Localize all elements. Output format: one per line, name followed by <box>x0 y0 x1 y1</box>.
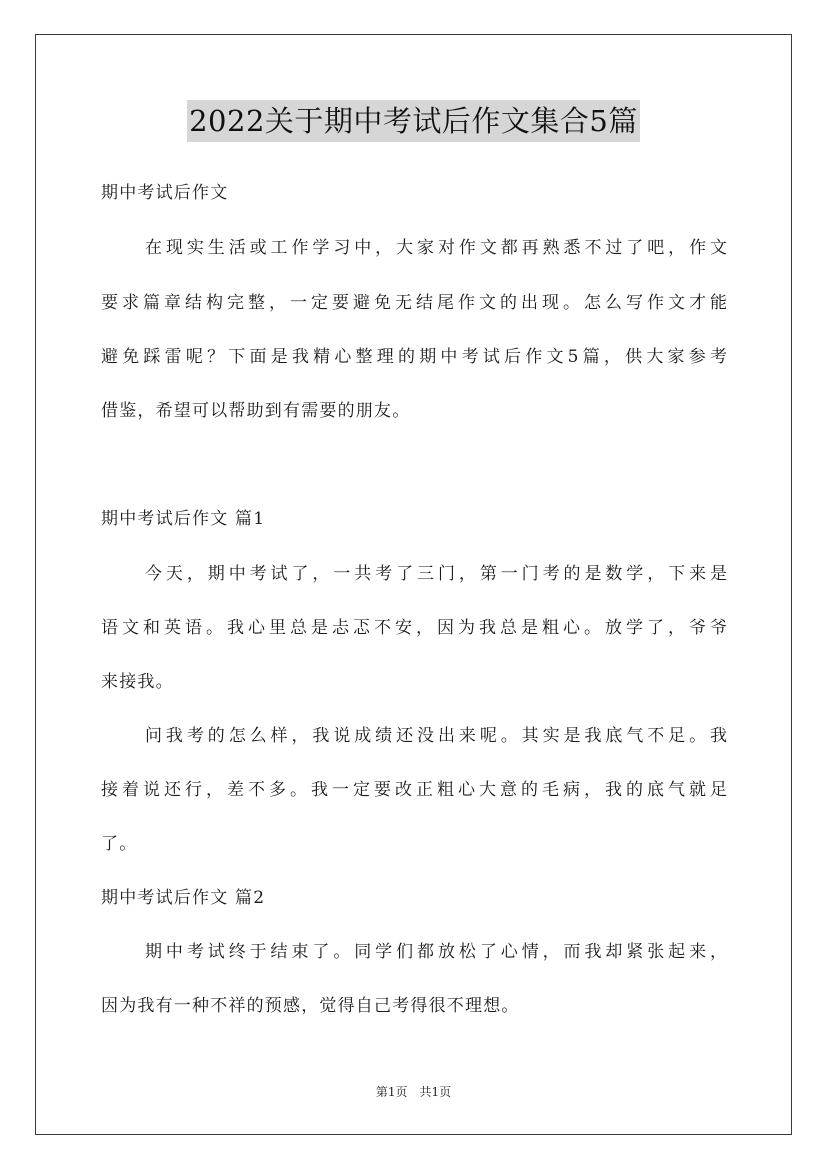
page-number-footer: 第1页 共1页 <box>375 1085 452 1099</box>
intro-line: 避免踩雷呢？下面是我精心整理的期中考试后作文5篇，供大家参考 <box>101 347 727 367</box>
section1-p1-line: 来接我。 <box>101 672 174 692</box>
section1-p1-line: 语文和英语。我心里总是忐忑不安，因为我总是粗心。放学了，爷爷 <box>101 618 727 638</box>
intro-heading: 期中考试后作文 <box>101 183 229 203</box>
section2-heading: 期中考试后作文 篇2 <box>101 888 266 908</box>
section1-p2-line: 了。 <box>101 834 138 854</box>
intro-line: 在现实生活或工作学习中，大家对作文都再熟悉不过了吧，作文 <box>145 238 727 258</box>
section1-p1-line: 今天，期中考试了，一共考了三门，第一门考的是数学，下来是 <box>145 564 727 584</box>
section2-p1-line: 因为我有一种不祥的预感，觉得自己考得很不理想。 <box>101 996 520 1016</box>
section1-p2-line: 问我考的怎么样，我说成绩还没出来呢。其实是我底气不足。我 <box>145 726 727 746</box>
section2-p1-line: 期中考试终于结束了。同学们都放松了心情，而我却紧张起来， <box>145 942 727 962</box>
intro-line: 要求篇章结构完整，一定要避免无结尾作文的出现。怎么写作文才能 <box>101 293 727 313</box>
intro-line: 借鉴，希望可以帮助到有需要的朋友。 <box>101 401 411 421</box>
document-title: 2022关于期中考试后作文集合5篇 <box>187 100 640 142</box>
section1-heading: 期中考试后作文 篇1 <box>101 509 266 529</box>
section1-p2-line: 接着说还行，差不多。我一定要改正粗心大意的毛病，我的底气就足 <box>101 780 727 800</box>
title-container <box>0 100 827 142</box>
